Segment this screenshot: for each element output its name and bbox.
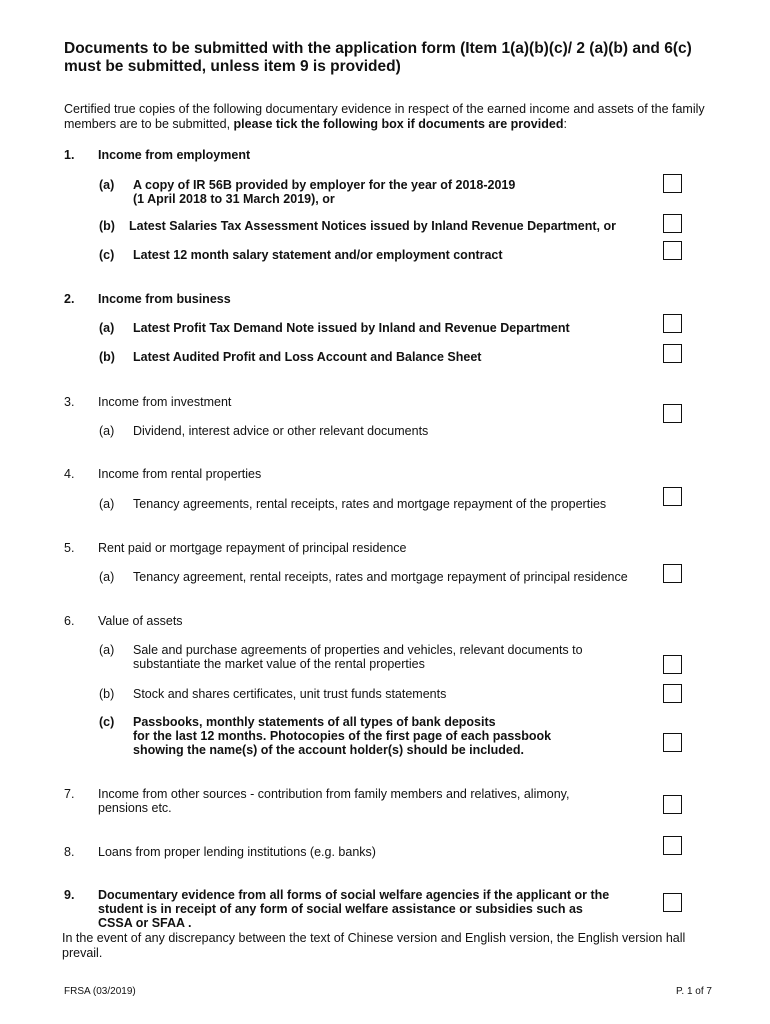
item-1b-text: Latest Salaries Tax Assessment Notices issued by Inland Revenue Department, or — [129, 219, 616, 233]
checkbox-1c[interactable] — [663, 241, 682, 260]
intro-end: : — [563, 117, 567, 131]
item-1a-line1: A copy of IR 56B provided by employer for the year of 2018-2019 — [133, 178, 516, 192]
checkbox-6c[interactable] — [663, 733, 682, 752]
item-5a-text: Tenancy agreement, rental receipts, rates and mortgage repayment of principal residence — [133, 570, 628, 584]
item-3a-letter: (a) — [99, 424, 115, 438]
form-code: FRSA (03/2019) — [64, 986, 136, 997]
intro-bold-text: please tick the following box if documents are provided — [233, 117, 564, 131]
item-6c-line3: showing the name(s) of the account holder(s) should be included. — [133, 743, 524, 757]
item-1c-text: Latest 12 month salary statement and/or employment contract — [133, 248, 503, 262]
section-5-number: 5. — [64, 541, 75, 555]
section-5-heading: Rent paid or mortgage repayment of principal residence — [98, 541, 407, 555]
checkbox-3a[interactable] — [663, 404, 682, 423]
checkbox-1a[interactable] — [663, 174, 682, 193]
item-6c-line2: for the last 12 months. Photocopies of the first page of each passbook — [133, 729, 552, 743]
item-6a-line2: substantiate the market value of the rental properties — [133, 657, 425, 671]
item-2b-text: Latest Audited Profit and Loss Account and Balance Sheet — [133, 350, 482, 364]
section-1-number: 1. — [64, 148, 75, 162]
item-6a-line1: Sale and purchase agreements of properties and vehicles, relevant documents to — [133, 643, 583, 657]
section-9-number: 9. — [64, 888, 75, 902]
item-1c-letter: (c) — [99, 248, 115, 262]
section-3-heading: Income from investment — [98, 395, 232, 409]
intro-text: Certified true copies of the following documentary evidence in respect of the earned income and assets of the family members are to be submitted, — [64, 102, 705, 131]
item-2b-letter: (b) — [99, 350, 115, 364]
item-4a-letter: (a) — [99, 497, 115, 511]
checkbox-5a[interactable] — [663, 564, 682, 583]
item-1a-line2: (1 April 2018 to 31 March 2019), or — [133, 192, 335, 206]
section-7-number: 7. — [64, 787, 75, 801]
section-7-line1: Income from other sources - contribution from family members and relatives, alimony, — [98, 787, 570, 801]
section-9-line3: CSSA or SFAA . — [98, 916, 192, 930]
intro-paragraph — [64, 102, 714, 132]
section-9-line1: Documentary evidence from all forms of social welfare agencies if the applicant or the — [98, 888, 610, 902]
section-3-number: 3. — [64, 395, 75, 409]
section-2-number: 2. — [64, 292, 75, 306]
item-6b-letter: (b) — [99, 687, 115, 701]
item-6b-text: Stock and shares certificates, unit trust funds statements — [133, 687, 447, 701]
section-9-line2: student is in receipt of any form of social welfare assistance or subsidies such as — [98, 902, 583, 916]
page-number: P. 1 of 7 — [676, 986, 712, 997]
section-7-line2: pensions etc. — [98, 801, 172, 815]
page-title: Documents to be submitted with the application form (Item 1(a)(b)(c)/ 2 (a)(b) and 6(c) must be submitted, unless item 9 is provided) — [64, 40, 692, 75]
checkbox-2a[interactable] — [663, 314, 682, 333]
checkbox-9[interactable] — [663, 893, 682, 912]
item-2a-text: Latest Profit Tax Demand Note issued by Inland and Revenue Department — [133, 321, 570, 335]
item-1b-letter: (b) — [99, 219, 115, 233]
item-1a-letter: (a) — [99, 178, 115, 192]
item-5a-letter: (a) — [99, 570, 115, 584]
checkbox-6a[interactable] — [663, 655, 682, 674]
checkbox-7[interactable] — [663, 795, 682, 814]
checkbox-6b[interactable] — [663, 684, 682, 703]
checkbox-2b[interactable] — [663, 344, 682, 363]
language-note: In the event of any discrepancy between the text of Chinese version and English version, the English version hall prevail. — [62, 931, 686, 960]
item-3a-text: Dividend, interest advice or other relevant documents — [133, 424, 429, 438]
section-4-number: 4. — [64, 467, 75, 481]
item-6c-line1: Passbooks, monthly statements of all types of bank deposits — [133, 715, 496, 729]
checkbox-4a[interactable] — [663, 487, 682, 506]
checkbox-1b[interactable] — [663, 214, 682, 233]
item-2a-letter: (a) — [99, 321, 115, 335]
checkbox-8[interactable] — [663, 836, 682, 855]
section-6-number: 6. — [64, 614, 75, 628]
section-8-number: 8. — [64, 845, 75, 859]
section-2-heading: Income from business — [98, 292, 231, 306]
section-6-heading: Value of assets — [98, 614, 183, 628]
section-1-heading: Income from employment — [98, 148, 251, 162]
item-6a-letter: (a) — [99, 643, 115, 657]
item-6c-letter: (c) — [99, 715, 115, 729]
item-4a-text: Tenancy agreements, rental receipts, rates and mortgage repayment of the properties — [133, 497, 607, 511]
section-8-heading: Loans from proper lending institutions (e.g. banks) — [98, 845, 376, 859]
section-4-heading: Income from rental properties — [98, 467, 262, 481]
